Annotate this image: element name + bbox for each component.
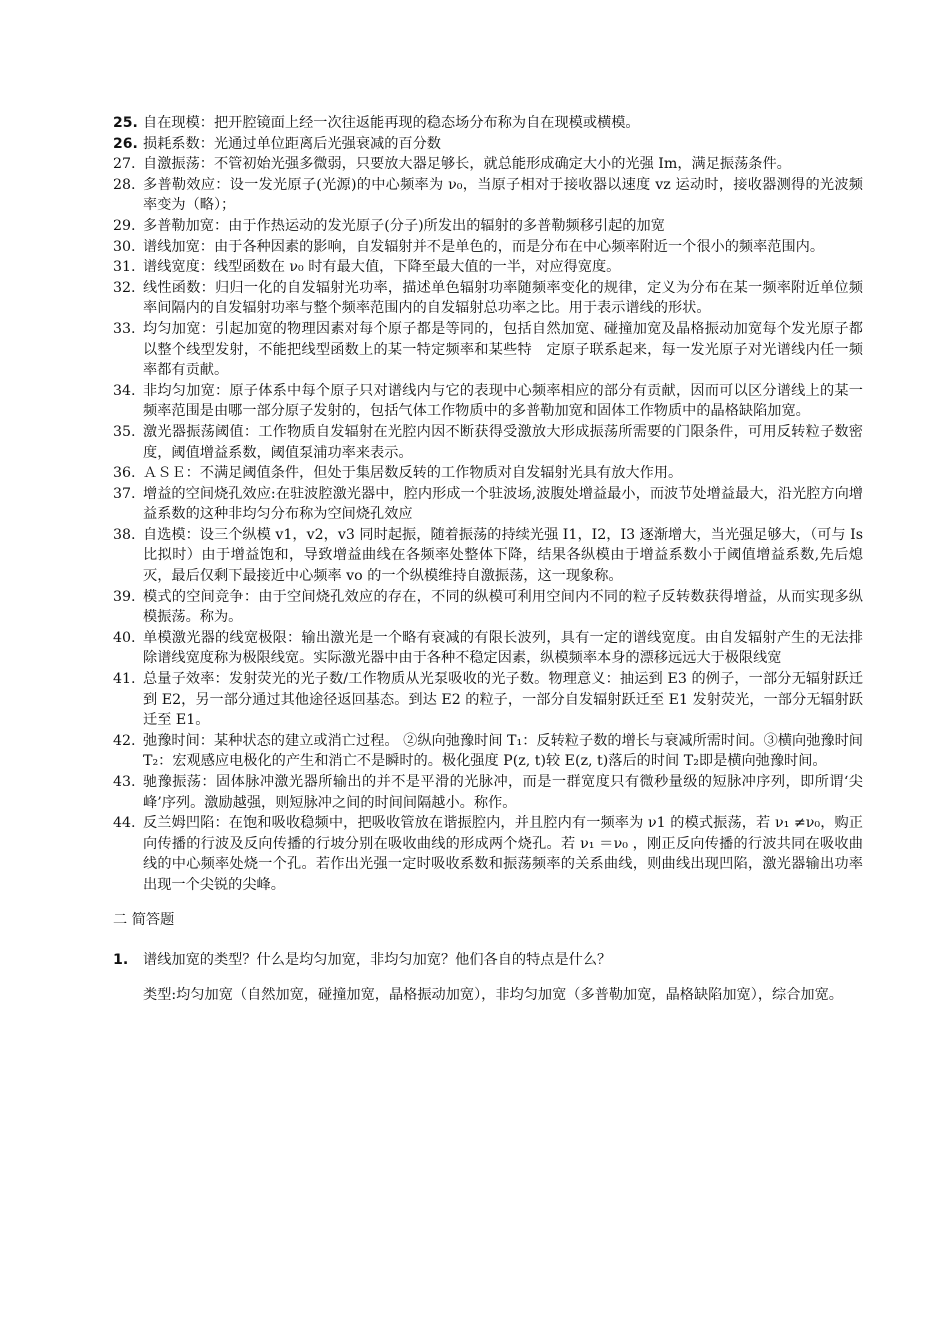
item-text: 弛豫时间：某种状态的建立或消亡过程。 ②纵向弛豫时间 T₁：反转粒子数的增长与衰减所需时间。③横向弛豫时间 T₂：宏观感应电极化的产生和消亡不是瞬时的。极化强度 P(z, t)较 E(z, t)落后的时间 T₂即是横向弛豫时间。 — [143, 732, 863, 770]
item-text: ＡＳＥ：不满足阈值条件，但处于集居数反转的工作物质对自发辐射光具有放大作用。 — [143, 465, 683, 482]
item-text: 自激振荡：不管初始光强多微弱，只要放大器足够长，就总能形成确定大小的光强 Im，满足振荡条件。 — [143, 156, 791, 173]
term-39 — [113, 587, 863, 628]
item-number: 41. — [113, 671, 136, 688]
term-44 — [113, 813, 863, 895]
term-34 — [113, 381, 863, 422]
term-35 — [113, 422, 863, 463]
term-40 — [113, 628, 863, 669]
term-32 — [113, 278, 863, 319]
section-title: 二 简答题 — [113, 911, 175, 928]
item-number: 44. — [113, 815, 136, 832]
item-number: 38. — [113, 526, 136, 543]
term-27 — [113, 154, 863, 175]
item-text: 反兰姆凹陷：在饱和吸收稳频中，把吸收管放在谐振腔内，并且腔内有一频率为 ν1 的模式振荡，若 ν₁ ≠ν₀，购正向传播的行波及反向传播的行坡分别在吸收曲线的形成两个烧孔。若 ν₁ ＝ν₀ ，刚正反向传播的行波共同在吸收曲线的中心频率处烧一个孔。若作出光强一定时吸收系数和振荡频率的关系曲线，则曲线出现凹陷，激光器输出功率出现一个尖锐的尖峰。 — [143, 815, 863, 893]
item-number: 28. — [113, 176, 136, 193]
item-text: 激光器振荡阈值：工作物质自发辐射在光腔内因不断获得受激放大形成振荡所需要的门限条件，可用反转粒子数密度，阈值增益系数，阈值泵浦功率来表示。 — [143, 423, 863, 461]
item-text: 自在现模：把开腔镜面上经一次往返能再现的稳态场分布称为自在现模或横模。 — [143, 115, 640, 131]
item-text: 谱线加宽：由于各种因素的影响，自发辐射并不是单色的，而是分布在中心频率附近一个很小的频率范围内。 — [143, 238, 825, 255]
item-number: 43. — [113, 774, 136, 790]
item-text: 多普勒效应：设一发光原子(光源)的中心频率为 ν₀，当原子相对于接收器以速度 vz 运动时，接收器测得的光波频率变为（略）； — [143, 176, 863, 214]
term-36 — [113, 463, 863, 484]
item-number: 26. — [113, 135, 138, 152]
item-number: 25. — [113, 115, 138, 131]
term-25 — [113, 113, 863, 134]
item-number: 33. — [113, 320, 136, 337]
term-43 — [113, 772, 863, 813]
document-body — [113, 113, 863, 1005]
item-text: 总量子效率：发射荧光的光子数/工作物质从光泵吸收的光子数。物理意义：抽运到 E3 的例子，一部分无辐射跃迁到 E2，另一部分通过其他途径返回基态。到达 E2 的粒子，一部分自发辐射跃迁至 E1 发射荧光，一部分无辐射跃迁至 E1。 — [143, 671, 863, 729]
term-30 — [113, 237, 863, 258]
term-33 — [113, 319, 863, 381]
question-1 — [113, 950, 863, 971]
item-number: 30. — [113, 238, 136, 255]
item-text: 模式的空间竞争：由于空间烧孔效应的存在，不同的纵模可利用空间内不同的粒子反转数获得增益，从而实现多纵模振荡。称为。 — [143, 588, 863, 626]
term-26 — [113, 134, 863, 155]
item-number: 27. — [113, 156, 136, 173]
term-38 — [113, 525, 863, 587]
item-text: 非均匀加宽：原子体系中每个原子只对谱线内与它的表现中心频率相应的部分有贡献，因而可以区分谱线上的某一频率范围是由哪一部分原子发射的，包括气体工作物质中的多普勒加宽和固体工作物质中的晶格缺陷加宽。 — [143, 382, 863, 420]
item-number: 32. — [113, 279, 136, 296]
item-text: 均匀加宽：引起加宽的物理因素对每个原子都是等同的，包括自然加宽、碰撞加宽及晶格振动加宽每个发光原子都以整个线型发射，不能把线型函数上的某一特定频率和某些特 定原子联系起来，每一发光原子对光谱线内任一频率都有贡献。 — [143, 320, 863, 379]
question-text: 谱线加宽的类型？什么是均匀加宽，非均匀加宽？他们各自的特点是什么？ — [143, 952, 612, 969]
item-text: 损耗系数：光通过单位距离后光强衰减的百分数 — [143, 135, 441, 152]
answer-text: 类型:均匀加宽（自然加宽，碰撞加宽，晶格振动加宽），非均匀加宽（多普勒加宽，晶格缺陷加宽），综合加宽。 — [143, 986, 843, 1003]
item-text: 增益的空间烧孔效应:在驻波腔激光器中，腔内形成一个驻波场,波腹处增益最小，而波节处增益最大，沿光腔方向增益系数的这种非均匀分布称为空间烧孔效应 — [143, 485, 863, 523]
item-text: 驰豫振荡：固体脉冲激光器所输出的并不是平滑的光脉冲，而是一群宽度只有微秒量级的短脉冲序列，即所谓‘尖峰’序列。激励越强，则短脉冲之间的时间间隔越小。称作。 — [143, 774, 863, 811]
item-number: 39. — [113, 588, 136, 605]
item-number: 31. — [113, 259, 136, 276]
term-31 — [113, 257, 863, 278]
item-number: 34. — [113, 382, 136, 399]
item-text: 自选模：设三个纵模 v1，v2，v3 同时起振，随着振荡的持续光强 I1，I2，I3 逐渐增大，当光强足够大，（可与 Is 比拟时）由于增益饱和，导致增益曲线在各频率处整体下降，结果各纵模由于增益系数小于阈值增益系数,先后熄灭，最后仅剩下最接近中心频率 vo 的一个纵模维持自激振荡，这一现象称。 — [143, 526, 863, 585]
item-number: 29. — [113, 217, 136, 234]
item-text: 线性函数：归归一化的自发辐射光功率，描述单色辐射功率随频率变化的规律，定义为分布在某一频率附近单位频率间隔内的自发辐射功率与整个频率范围内的自发辐射总功率之比。用于表示谱线的形状。 — [143, 279, 863, 317]
term-37 — [113, 484, 863, 525]
term-28 — [113, 175, 863, 216]
term-42 — [113, 731, 863, 772]
question-number: 1. — [113, 952, 129, 969]
item-number: 42. — [113, 732, 136, 749]
item-number: 36. — [113, 465, 136, 482]
item-text: 单模激光器的线宽极限：输出激光是一个略有衰减的有限长波列，具有一定的谱线宽度。由自发辐射产生的无法排除谱线宽度称为极限线宽。实际激光器中由于各种不稳定因素，纵模频率本身的漂移远远大于极限线宽 — [143, 629, 863, 667]
item-text: 多普勒加宽：由于作热运动的发光原子(分子)所发出的辐射的多普勒频移引起的加宽 — [143, 217, 665, 234]
item-number: 40. — [113, 629, 136, 646]
term-41 — [113, 669, 863, 731]
item-number: 37. — [113, 485, 136, 502]
item-text: 谱线宽度：线型函数在 ν₀ 时有最大值，下降至最大值的一半，对应得宽度。 — [143, 259, 621, 276]
term-29 — [113, 216, 863, 237]
item-number: 35. — [113, 423, 136, 440]
